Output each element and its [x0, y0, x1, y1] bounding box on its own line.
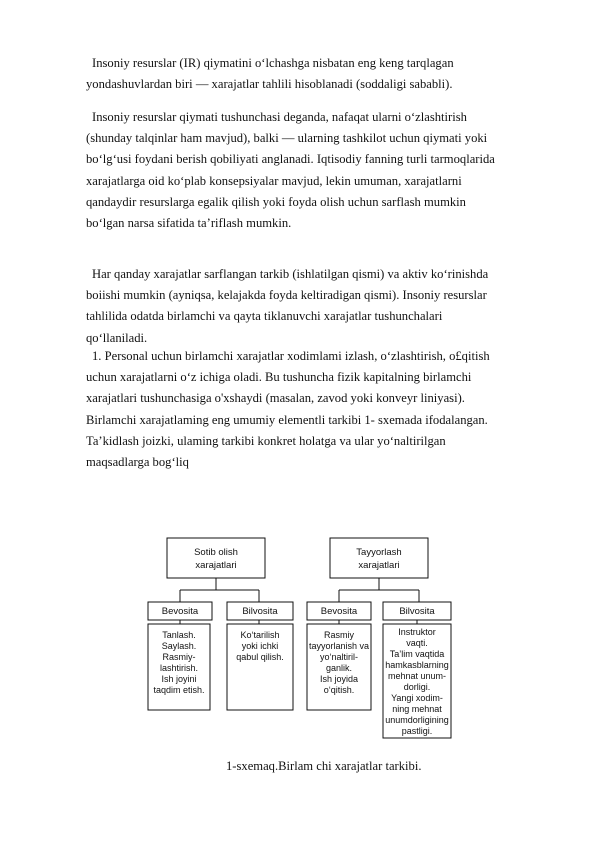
figure-caption: 1-sxemaq.Birlam chi xarajatlar tarkibi. [226, 759, 422, 773]
column-item: taqdim etish. [153, 685, 205, 695]
column-item: ning mehnat [392, 704, 442, 714]
column-item: yoki ichki [241, 641, 279, 651]
column-item: Rasmiy- [162, 652, 196, 662]
column-item: Instruktor [398, 627, 436, 637]
paragraph-line: maqsadlarga bog‘liq [86, 455, 189, 470]
paragraph-line: bo‘lgan narsa sifatida ta’riflash mumkin. [86, 216, 292, 231]
column-item: ganlik. [325, 663, 353, 673]
column-item: Ko‘tarilish [240, 630, 280, 640]
column-item: pastligi. [401, 726, 433, 736]
paragraph-line: Insoniy resurslar (IR) qiymatini o‘lchashga nisbatan eng keng tarqlagan [92, 56, 454, 70]
column-item: Yangi xodim- [391, 693, 443, 703]
column-item: hamkasblarning [385, 660, 449, 670]
paragraph-line: 1. Personal uchun birlamchi xarajatlar xodimlami izlash, o‘zlashtirish, o£qitish [92, 349, 490, 363]
paragraph-2 [86, 107, 544, 234]
column-item: Ish joyini [161, 674, 197, 684]
column-item: Tanlash. [162, 630, 196, 640]
paragraph-line: Ta’kidlash joizki, ulaming tarkibi konkret holatga va ular yo‘naltirilgan [86, 433, 446, 448]
column-item: mehnat unum- [387, 671, 447, 681]
paragraph-line: Birlamchi xarajatlaming eng umumiy elementli tarkibi 1- sxemada ifodalangan. [86, 412, 488, 427]
paragraph-line: bo‘lg‘usi foydani berish qobiliyati anglanadi. Iqtisodiy fanning turli tarmoqlarida [86, 152, 495, 167]
paragraph-line: (shunday talqinlar ham mavjud), balki — ularning tashkilot uchun qiymati yoki [86, 131, 488, 146]
paragraph-line: qandaydir resurslarga egalik qilish yoki foyda olish uchun sarflash mumkin [86, 194, 466, 209]
paragraph-1 [86, 53, 544, 95]
training-costs-box [330, 538, 428, 578]
column-item: yo‘naltiril- [319, 652, 359, 662]
column-item: dorligi. [403, 682, 431, 692]
paragraph-line: xarajatlari tushunchasiga o'xshaydi (masalan, zavod yoki konveyr liniyasi). [86, 391, 465, 406]
paragraph-line: xarajatlarga oid ko‘plab konsepsiyalar mavjud, lekin umuman, xarajatlarni [86, 173, 462, 188]
acquisition-costs-label-1: Sotib olish [194, 547, 238, 558]
cost-structure-diagram [146, 534, 456, 742]
paragraph-3 [86, 264, 544, 349]
training-costs-label-2: xarajatlari [358, 560, 400, 571]
column-item: Ta’lim vaqtida [389, 649, 445, 659]
column-item: unumdorligining [385, 715, 449, 725]
column-item: o‘qitish. [323, 685, 355, 695]
diagram-svg [146, 534, 456, 742]
paragraph-line: boiishi mumkin (ayniqsa, kelajakda foyda keltiradigan qismi). Insoniy resurslar [86, 288, 487, 303]
column-item: lashtirish. [159, 663, 199, 673]
paragraph-line: Har qanday xarajatlar sarflangan tarkib (ishlatilgan qismi) va aktiv ko‘rinishda [92, 267, 489, 281]
column-header: Bevosita [320, 606, 358, 617]
acquisition-costs-box [167, 538, 265, 578]
column-header: Bilvosita [242, 606, 278, 617]
training-costs-label-1: Tayyorlash [356, 547, 402, 558]
column-item: Ish joyida [319, 674, 359, 684]
column-item: Saylash. [161, 641, 197, 651]
column-header: Bilvosita [399, 606, 435, 617]
paragraph-line: uchun xarajatlarni o‘z ichiga oladi. Bu tushuncha fizik kapitalning birlamchi [86, 370, 472, 385]
column-header: Bevosita [161, 606, 199, 617]
paragraph-line: Insoniy resurslar qiymati tushunchasi deganda, nafaqat ularni o‘zlashtirish [92, 110, 467, 124]
paragraph-4 [86, 346, 544, 473]
column-item: Rasmiy [323, 630, 355, 640]
column-item: vaqti. [406, 638, 428, 648]
paragraph-line: yondashuvlardan biri — xarajatlar tahlili hisoblanadi (soddaligi sababli). [86, 77, 453, 92]
paragraph-line: tahlilida odatda birlamchi va qayta tiklanuvchi xarajatlar tushunchalari [86, 309, 443, 324]
column-item: qabul qilish. [236, 652, 284, 662]
paragraph-line: qo‘llaniladi. [86, 330, 148, 345]
column-item: tayyorlanish va [308, 641, 370, 651]
acquisition-costs-label-2: xarajatlari [195, 560, 237, 571]
